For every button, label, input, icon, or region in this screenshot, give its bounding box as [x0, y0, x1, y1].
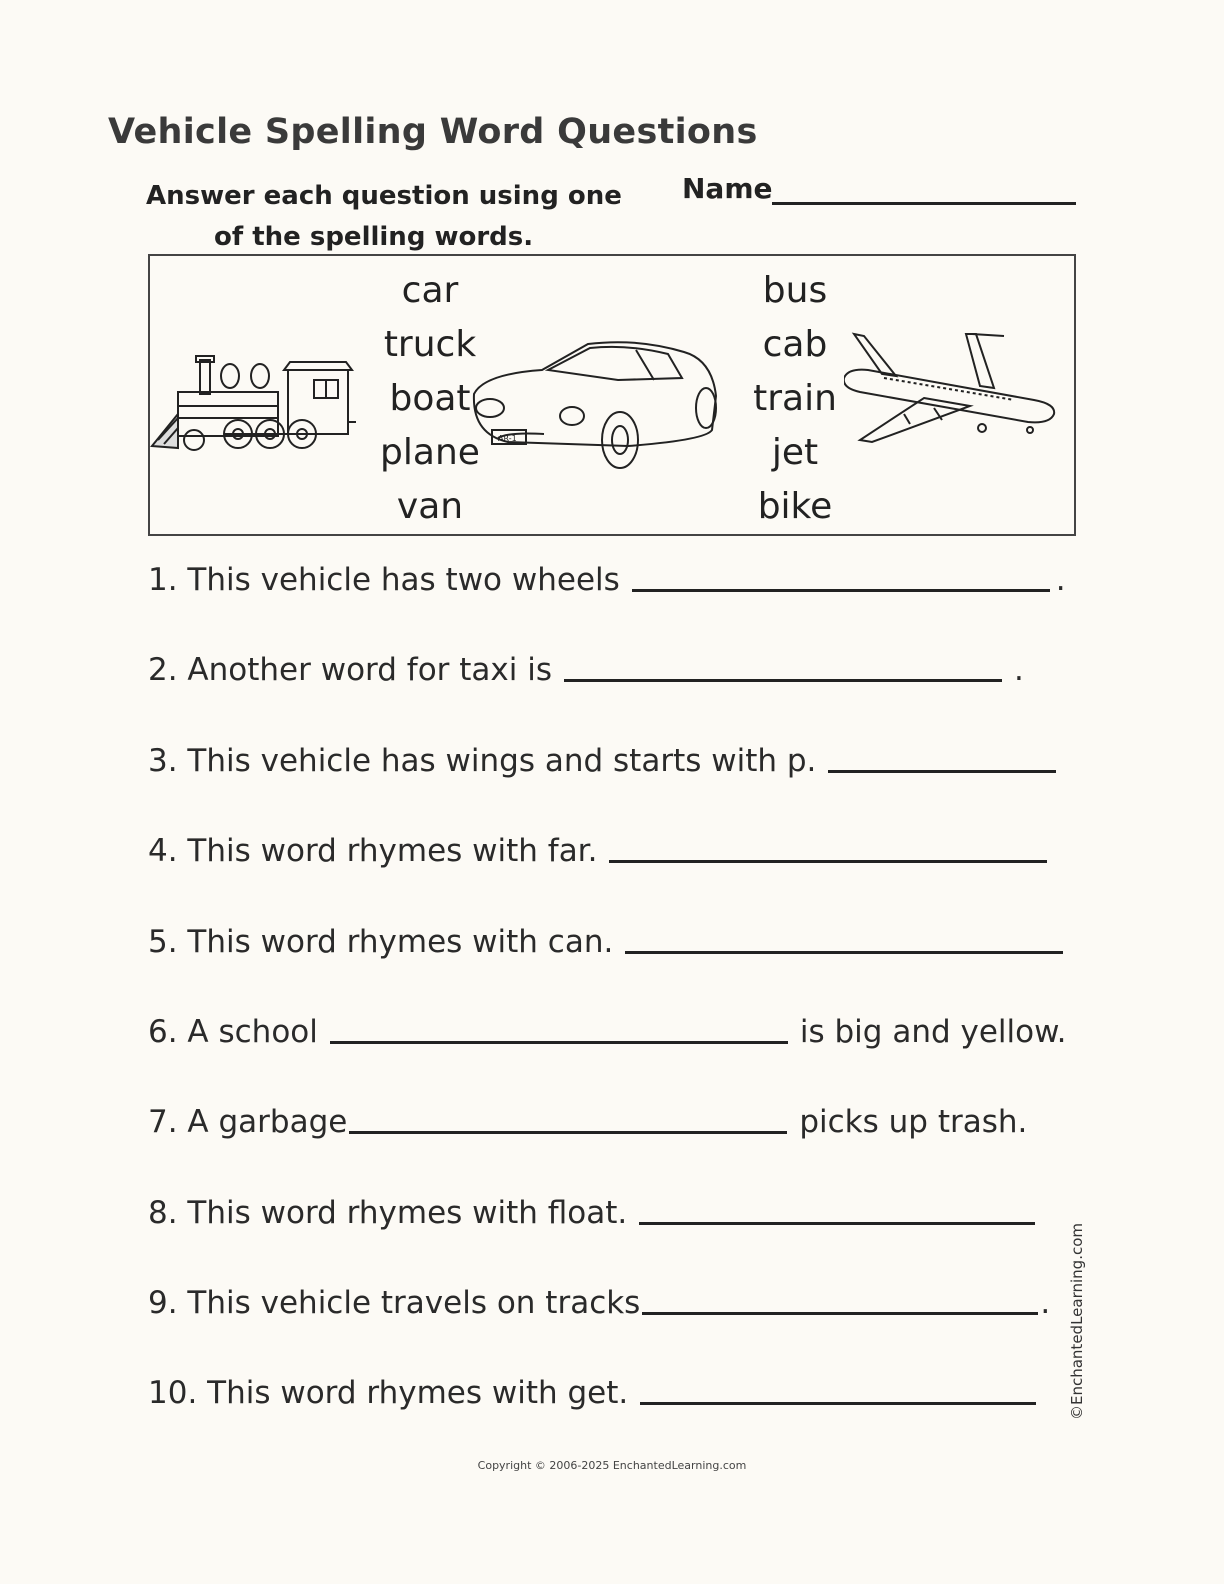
- answer-blank[interactable]: [330, 1040, 788, 1044]
- question-text: 7. A garbage: [148, 1104, 348, 1140]
- instructions-line-2: of the spelling words.: [214, 222, 534, 252]
- name-label: Name: [682, 172, 773, 205]
- spelling-word: cab: [762, 324, 828, 365]
- question-7: [148, 1104, 1027, 1140]
- question-1: [148, 562, 1066, 598]
- car-illustration: [468, 338, 720, 472]
- spelling-word: jet: [771, 432, 819, 473]
- answer-blank[interactable]: [625, 950, 1063, 954]
- question-suffix: picks up trash.: [799, 1104, 1028, 1140]
- answer-blank[interactable]: [564, 678, 1002, 682]
- question-3: [148, 743, 1062, 779]
- spelling-word: car: [401, 270, 459, 311]
- answer-blank[interactable]: [642, 1311, 1038, 1315]
- question-suffix: .: [1055, 562, 1066, 598]
- spelling-word: van: [396, 486, 464, 527]
- spelling-word: plane: [380, 432, 480, 473]
- answer-blank[interactable]: [828, 769, 1056, 773]
- question-6: [148, 1014, 1066, 1050]
- spelling-word: truck: [383, 324, 477, 365]
- spelling-word: train: [753, 378, 837, 419]
- question-10: [148, 1375, 1042, 1411]
- spelling-word: boat: [389, 378, 471, 419]
- answer-blank[interactable]: [640, 1401, 1036, 1405]
- answer-blank[interactable]: [639, 1221, 1035, 1225]
- question-8: [148, 1195, 1041, 1231]
- word-bank-box: [148, 254, 1076, 536]
- question-4: [148, 833, 1053, 869]
- question-9: [148, 1285, 1050, 1321]
- question-text: 3. This vehicle has wings and starts with p.: [148, 743, 817, 779]
- question-text: 5. This word rhymes with can.: [148, 924, 614, 960]
- question-text: 10. This word rhymes with get.: [148, 1375, 629, 1411]
- instructions-line-1: Answer each question using one: [146, 181, 622, 211]
- question-text: 8. This word rhymes with float.: [148, 1195, 628, 1231]
- airplane-illustration: [844, 330, 1058, 454]
- question-suffix: .: [1013, 652, 1024, 688]
- answer-blank[interactable]: [609, 859, 1047, 863]
- question-suffix: .: [1040, 1285, 1051, 1321]
- question-text: 9. This vehicle travels on tracks: [148, 1285, 641, 1321]
- question-text: 1. This vehicle has two wheels: [148, 562, 620, 598]
- word-bank-column-2: [725, 264, 865, 534]
- car-plate-text: AR-1: [498, 434, 517, 443]
- question-text: 6. A school: [148, 1014, 318, 1050]
- side-credit: ©EnchantedLearning.com: [1068, 1223, 1086, 1420]
- question-text: 2. Another word for taxi is: [148, 652, 552, 688]
- copyright-footer: Copyright © 2006-2025 EnchantedLearning.com: [477, 1459, 747, 1472]
- question-suffix: is big and yellow.: [799, 1014, 1067, 1050]
- page-title: Vehicle Spelling Word Questions: [108, 112, 758, 152]
- question-5: [148, 924, 1069, 960]
- train-illustration: [150, 352, 356, 456]
- name-field-line[interactable]: [772, 202, 1076, 205]
- question-text: 4. This word rhymes with far.: [148, 833, 598, 869]
- instructions: [146, 176, 622, 258]
- answer-blank[interactable]: [349, 1130, 787, 1134]
- spelling-word: bus: [762, 270, 828, 311]
- answer-blank[interactable]: [632, 588, 1050, 592]
- question-2: [148, 652, 1024, 688]
- word-bank-column-1: [360, 264, 500, 534]
- spelling-word: bike: [757, 486, 833, 527]
